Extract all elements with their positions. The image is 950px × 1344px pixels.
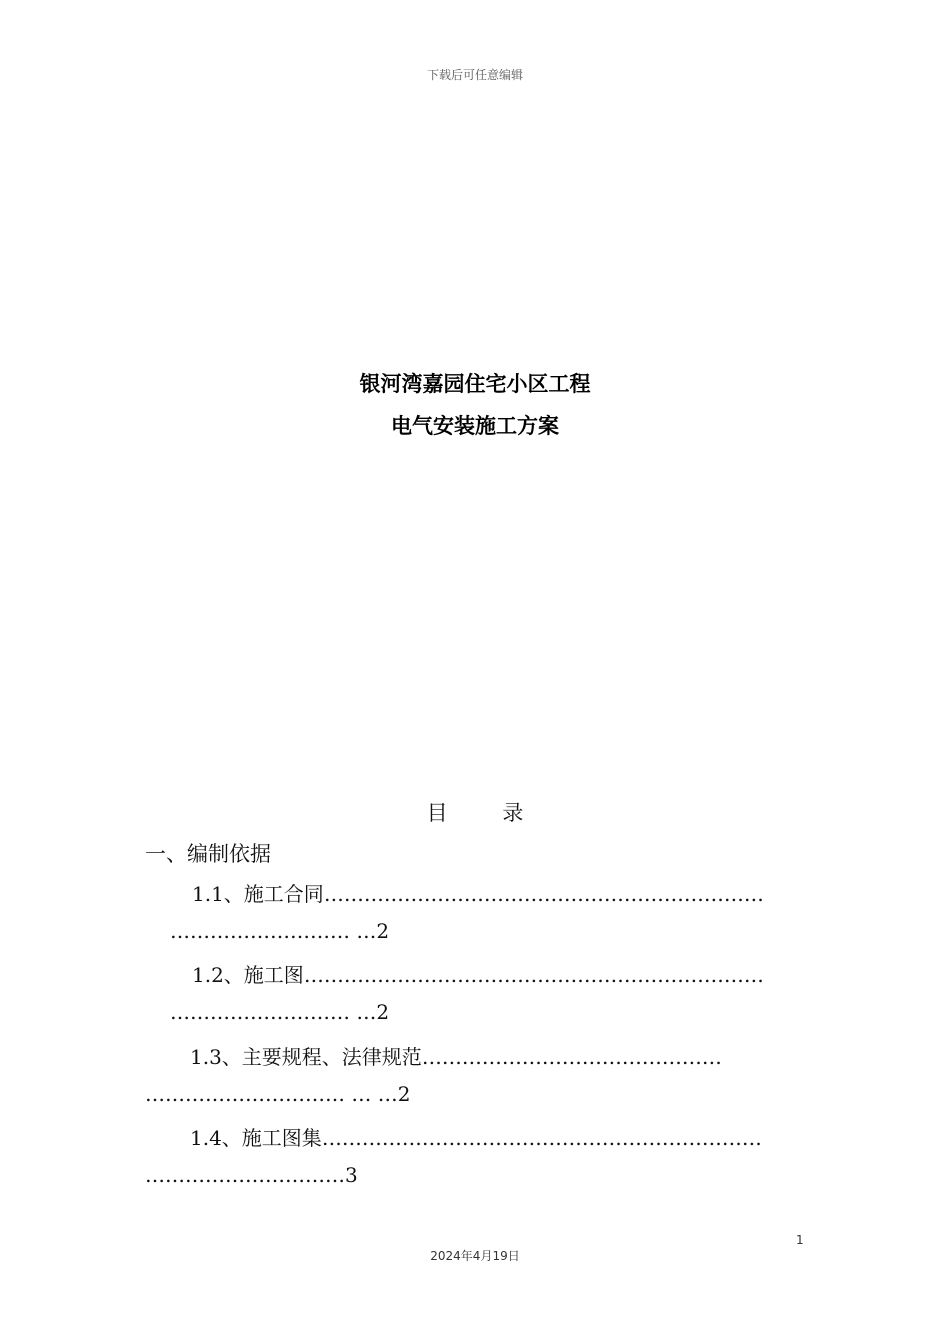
toc-leader-dots: …………………………………………………………… (303, 963, 764, 987)
toc-leader-dots: ………………………………………………………… (321, 1126, 762, 1150)
page-number: 1 (796, 1233, 804, 1247)
toc-leader-dots: ………………………………………………………… (323, 882, 764, 906)
toc-entry-label: 1.3、主要规程、法律规范 (190, 1045, 422, 1069)
toc-entry-label: 1.1、施工合同 (192, 882, 324, 906)
toc-entry-1-4-line-2 (145, 1163, 358, 1187)
toc-entry-1-3-line-1 (190, 1041, 722, 1070)
toc-entry-1-2-line-1 (192, 959, 764, 988)
toc-leader-dots: ……………………………………… (421, 1045, 722, 1069)
toc-leader-dots: ……………………… … (170, 1000, 377, 1024)
toc-entry-page: 2 (376, 1000, 390, 1024)
toc-entry-page: 3 (345, 1163, 358, 1187)
toc-entry-1-4-line-1 (190, 1122, 762, 1151)
toc-leader-dots: ……………………… … (170, 919, 377, 943)
toc-entry-1-1-line-2 (170, 919, 389, 943)
document-title-line-1: 银河湾嘉园住宅小区工程 (359, 372, 591, 396)
document-title-line-2: 电气安装施工方案 (391, 414, 559, 438)
toc-entry-label: 1.4、施工图集 (190, 1126, 322, 1150)
toc-leader-dots: ………………………… … … (145, 1082, 398, 1106)
toc-entry-page: 2 (397, 1082, 411, 1106)
toc-entry-label: 1.2、施工图 (192, 963, 304, 987)
footer-date: 2024年4月19日 (430, 1249, 520, 1263)
toc-entry-page: 2 (376, 919, 390, 943)
toc-entry-1-2-line-2 (170, 1000, 389, 1024)
toc-entry-1-3-line-2 (145, 1082, 410, 1106)
toc-section-1: 一、编制依据 (145, 842, 271, 866)
toc-leader-dots: ………………………… (145, 1163, 345, 1187)
toc-entry-1-1-line-1 (192, 878, 764, 907)
header-note: 下载后可任意编辑 (426, 68, 523, 82)
toc-heading: 目 录 (426, 801, 548, 825)
